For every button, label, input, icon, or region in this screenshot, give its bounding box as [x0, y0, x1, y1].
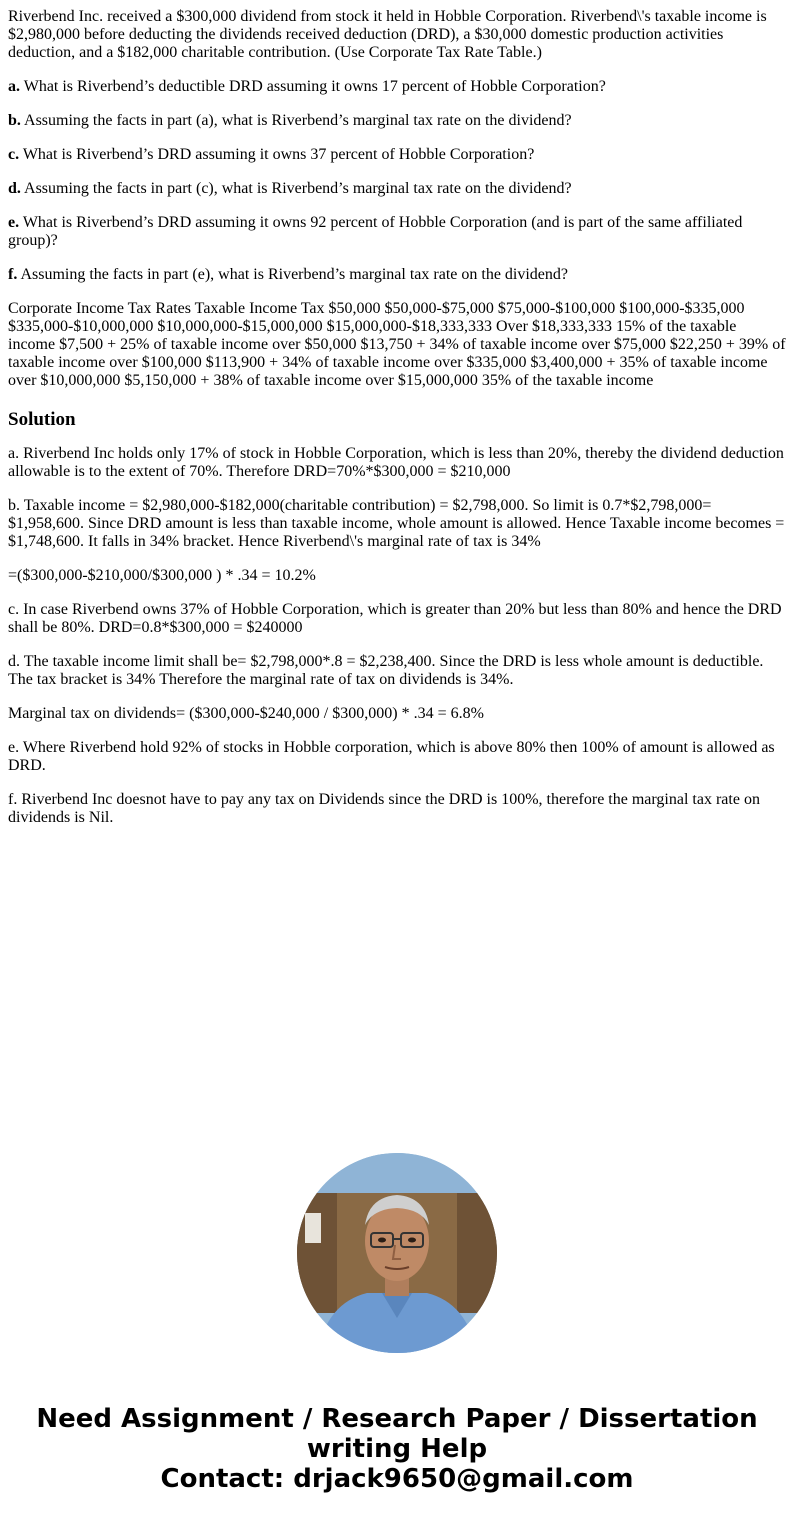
solution-paragraph: d. The taxable income limit shall be= $2,798,000*.8 = $2,238,400. Since the DRD is less whole amount is deductible. The tax bracket is 34% Therefore the marginal rate of tax on dividends is 34%.	[8, 653, 764, 688]
promo-contact: Contact: drjack9650@gmail.com	[160, 1464, 634, 1494]
part-letter: c.	[8, 146, 20, 163]
part-letter: a.	[8, 78, 20, 95]
part-letter: d.	[8, 180, 21, 197]
question-part-a	[8, 78, 786, 96]
author-avatar	[297, 1153, 497, 1353]
solution-paragraph: a. Riverbend Inc holds only 17% of stock in Hobble Corporation, which is less than 20%, thereby the dividend deduction allowable is to the extent of 70%. Therefore DRD=70%*$300,000 = $210,000	[8, 445, 784, 480]
solution-paragraph: b. Taxable income = $2,980,000-$182,000(charitable contribution) = $2,798,000. So limit is 0.7*$2,798,000= $1,958,600. Since DRD amount is less than taxable income, whole amount is allowed. Hence Taxable income becomes = $1,748,600. It falls in 34% bracket. Hence Riverbend\'s marginal rate of tax is 34%	[8, 497, 785, 550]
question-part-f	[8, 266, 786, 284]
part-text: What is Riverbend’s deductible DRD assuming it owns 17 percent of Hobble Corporation?	[20, 78, 606, 95]
part-text: Assuming the facts in part (c), what is Riverbend’s marginal tax rate on the dividend?	[20, 180, 572, 197]
solution-heading: Solution	[8, 409, 76, 430]
promo-line-2: writing Help	[306, 1434, 488, 1464]
avatar-portrait-icon	[297, 1153, 497, 1353]
promo-line-1: Need Assignment / Research Paper / Dissertation	[36, 1404, 758, 1434]
question-part-c	[8, 146, 786, 164]
part-text: Assuming the facts in part (a), what is Riverbend’s marginal tax rate on the dividend?	[20, 112, 572, 129]
part-text: What is Riverbend’s DRD assuming it owns 92 percent of Hobble Corporation (and is part of the same affiliated group)?	[8, 214, 743, 249]
tax-rate-table-text: Corporate Income Tax Rates Taxable Income Tax $50,000 $50,000-$75,000 $75,000-$100,000 $100,000-$335,000 $335,000-$10,000,000 $10,000,000-$15,000,000 $15,000,000-$18,333,333 Over $18,333,333 15% of the taxable income $7,500 + 25% of taxable income over $50,000 $13,750 + 34% of taxable income over $75,000 $22,250 + 39% of taxable income over $100,000 $113,900 + 34% of taxable income over $335,000 $3,400,000 + 35% of taxable income over $10,000,000 $5,150,000 + 38% of taxable income over $15,000,000 35% of the taxable income	[8, 300, 786, 389]
solution-paragraph: Marginal tax on dividends= ($300,000-$240,000 / $300,000) * .34 = 6.8%	[8, 705, 484, 722]
solution-paragraph: =($300,000-$210,000/$300,000 ) * .34 = 10.2%	[8, 567, 316, 584]
promo-banner	[0, 1404, 794, 1494]
solution-paragraph: c. In case Riverbend owns 37% of Hobble Corporation, which is greater than 20% but less than 80% and hence the DRD shall be 80%. DRD=0.8*$300,000 = $240000	[8, 601, 782, 636]
question-part-b	[8, 112, 786, 130]
question-part-e	[8, 214, 786, 250]
part-letter: e.	[8, 214, 20, 231]
part-text: Assuming the facts in part (e), what is Riverbend’s marginal tax rate on the dividend?	[17, 266, 569, 283]
part-letter: b.	[8, 112, 21, 129]
part-text: What is Riverbend’s DRD assuming it owns 37 percent of Hobble Corporation?	[19, 146, 535, 163]
question-part-d	[8, 180, 786, 198]
part-letter: f.	[8, 266, 18, 283]
solution-paragraph: f. Riverbend Inc doesnot have to pay any tax on Dividends since the DRD is 100%, therefore the marginal tax rate on dividends is Nil.	[8, 791, 760, 826]
question-intro: Riverbend Inc. received a $300,000 dividend from stock it held in Hobble Corporation. Riverbend\'s taxable income is $2,980,000 before deducting the dividends received deduction (DRD), a $30,000 domestic production activities deduction, and a $182,000 charitable contribution. (Use Corporate Tax Rate Table.)	[8, 8, 767, 61]
solution-paragraph: e. Where Riverbend hold 92% of stocks in Hobble corporation, which is above 80% then 100% of amount is allowed as DRD.	[8, 739, 775, 774]
